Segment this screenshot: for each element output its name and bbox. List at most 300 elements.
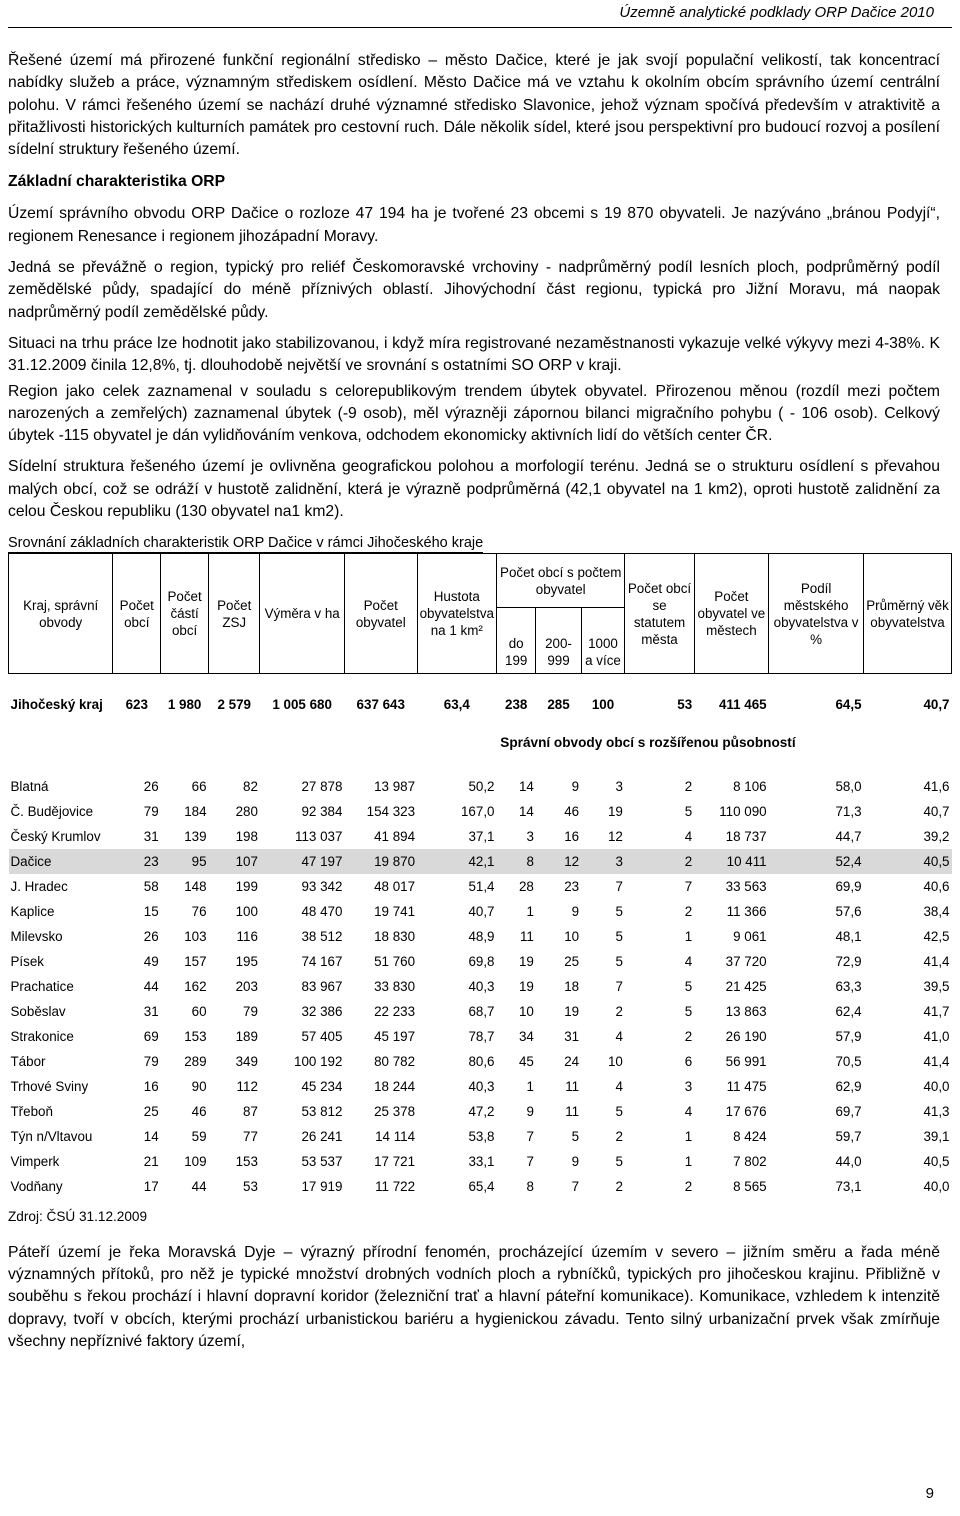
table-cell: 195 — [235, 953, 258, 969]
table-cell: 1 — [684, 1153, 693, 1169]
table-cell: 42,5 — [923, 928, 950, 944]
table-cell: 3 — [581, 849, 625, 874]
table-cell: 26 — [143, 928, 159, 944]
table-cell: 26 190 — [725, 1028, 767, 1044]
region-cell: 637 643 — [356, 696, 405, 712]
table-cell: 10 — [607, 1053, 623, 1069]
table-cell: 73,1 — [835, 1178, 862, 1194]
table-cell: 39,1 — [923, 1128, 950, 1144]
table-cell: 8 — [526, 1178, 534, 1194]
header-rule — [8, 27, 952, 28]
table-cell: 68,7 — [468, 1003, 495, 1019]
table-cell: 1 — [684, 928, 693, 944]
region-name: Jihočeský kraj — [10, 696, 103, 712]
table-cell: 11 — [565, 1103, 580, 1119]
table-cell: 31 — [143, 1003, 159, 1019]
table-cell: 8 424 — [733, 1128, 767, 1144]
col-size-large: 1000 a více — [581, 608, 625, 674]
district-name: Milevsko — [10, 928, 63, 944]
table-cell: 14 — [143, 1128, 159, 1144]
district-name: Prachatice — [10, 978, 74, 994]
table-cell: 51 760 — [374, 953, 416, 969]
table-cell: 7 — [526, 1128, 534, 1144]
table-cell: 2 — [684, 778, 693, 794]
table-cell: 153 — [235, 1153, 258, 1169]
table-row — [9, 1074, 952, 1099]
table-cell: 110 090 — [719, 803, 767, 819]
col-avg-age: Průměrný věk obyvatelstva — [864, 554, 952, 674]
table-cell: 19 — [518, 978, 534, 994]
table-cell: 57,9 — [835, 1028, 862, 1044]
table-cell: 45 197 — [374, 1028, 416, 1044]
table-cell: 18 830 — [374, 928, 416, 944]
region-cell: 2 579 — [217, 696, 251, 712]
table-cell: 14 — [518, 778, 534, 794]
district-name: Blatná — [10, 778, 49, 794]
table-cell: 40,6 — [923, 878, 950, 894]
table-cell: 70,5 — [835, 1053, 862, 1069]
col-urban-share: Podíl městského obyvatelstva v % — [769, 554, 864, 674]
table-cell: 100 — [235, 903, 258, 919]
table-cell: 53 812 — [301, 1103, 343, 1119]
table-cell: 13 987 — [374, 778, 416, 794]
table-cell: 63,3 — [835, 978, 862, 994]
table-cell: 92 384 — [301, 803, 343, 819]
table-cell: 50,2 — [468, 778, 495, 794]
table-cell: 52,4 — [769, 849, 864, 874]
table-cell: 8 565 — [733, 1178, 767, 1194]
col-area: Výměra v ha — [260, 554, 345, 674]
table-cell: 25 — [564, 953, 580, 969]
paragraph-settlement: Sídelní struktura řešeného území je ovlivněna geografickou polohou a morfologií terénu. Jedná se o strukturu osídlení s převahou malých obcí, což se odráží v hustotě zalidnění, která je výrazně podprůměrná (42,1 obyvatel na 1 km2), oproti hustotě zalidnění za celou Českou republiku (130 obyvatel na1 km2). — [8, 458, 940, 521]
region-cell: 40,7 — [923, 696, 950, 712]
table-row — [9, 774, 952, 799]
col-parts: Počet částí obcí — [161, 554, 209, 674]
table-cell: 37,1 — [468, 828, 495, 844]
table-cell: 11 475 — [726, 1078, 767, 1094]
paragraph-relief: Jedná se převážně o region, typický pro reliéf Českomoravské vrchoviny - nadprůměrný podíl lesních ploch, podprůměrný podíl zemědělské půdy, spadající do méně příznivých oblastí. Jihovýchodní část regionu, typická pro Jižní Moravu, má naopak nadprůměrný podíl zemědělské půdy. — [8, 259, 940, 321]
table-cell: 77 — [243, 1128, 258, 1144]
table-cell: 1 — [526, 903, 534, 919]
table-cell: 57 405 — [301, 1028, 343, 1044]
table-cell: 90 — [191, 1078, 207, 1094]
table-cell: 7 — [684, 878, 693, 894]
table-cell: 2 — [684, 1178, 693, 1194]
table-cell: 113 037 — [295, 828, 343, 844]
table-cell: 48,9 — [468, 928, 495, 944]
col-towns: Počet obcí se statutem města — [625, 554, 694, 674]
table-cell: 4 — [615, 1028, 623, 1044]
table-cell: 80 782 — [374, 1053, 416, 1069]
table-cell: 153 — [184, 1028, 207, 1044]
table-cell: 4 — [684, 828, 693, 844]
table-cell: 22 233 — [374, 1003, 416, 1019]
table-cell: 40,0 — [923, 1178, 950, 1194]
table-cell: 14 — [518, 803, 534, 819]
table-row — [9, 1099, 952, 1124]
table-cell: 59 — [191, 1128, 207, 1144]
table-cell: 40,3 — [468, 1078, 495, 1094]
table-subheading: Správní obvody obcí s rozšířenou působností — [500, 734, 796, 750]
col-size-small: do 199 — [497, 608, 536, 674]
table-cell: 59,7 — [835, 1128, 862, 1144]
region-cell: 64,5 — [835, 696, 862, 712]
table-cell: 116 — [236, 928, 258, 944]
district-name: Vimperk — [10, 1153, 60, 1169]
col-urban-pop: Počet obyvatel ve městech — [694, 554, 768, 674]
table-cell: 9 — [526, 1103, 534, 1119]
running-header: Územně analytické podklady ORP Dačice 2010 — [619, 4, 934, 21]
table-cell: 2 — [684, 903, 693, 919]
district-name: Český Krumlov — [10, 828, 101, 844]
table-cell: 95 — [161, 849, 209, 874]
table-cell: 46 — [564, 803, 580, 819]
table-row — [9, 824, 952, 849]
table-cell: 18 737 — [725, 828, 767, 844]
table-cell: 66 — [191, 778, 207, 794]
table-cell: 5 — [615, 1153, 623, 1169]
paragraph-population: Region jako celek zaznamenal v souladu s celorepublikovým trendem úbytek obyvatel. Přirozenou měnou (rozdíl mezi počtem narozených a zemřelých) zaznamenal úbytek (-9 osob), měl výrazněji zápornou bilanci migračního pohybu ( - 106 osob). Celkový úbytek -115 obyvatel je dán vylidňováním venkova, odchodem ekonomicky aktivních lidí do větších center ČR. — [8, 382, 940, 445]
table-cell: 5 — [684, 978, 693, 994]
table-cell: 49 — [143, 953, 159, 969]
table-cell: 40,5 — [923, 1153, 950, 1169]
col-density: Hustota obyvatelstva na 1 km² — [417, 554, 496, 674]
table-cell: 6 — [684, 1053, 693, 1069]
table-row — [9, 924, 952, 949]
region-cell: 238 — [505, 696, 528, 712]
table-cell: 11 722 — [375, 1178, 416, 1194]
table-cell: 4 — [615, 1078, 623, 1094]
table-cell: 289 — [184, 1053, 207, 1069]
table-cell: 15 — [143, 903, 159, 919]
table-cell: 57,6 — [835, 903, 862, 919]
table-cell: 19 741 — [374, 903, 416, 919]
table-cell: 72,9 — [835, 953, 862, 969]
table-cell: 1 — [526, 1078, 534, 1094]
col-size-group: Počet obcí s počtem obyvatel — [497, 554, 625, 608]
district-name: Vodňany — [10, 1178, 63, 1194]
table-cell: 17 721 — [374, 1153, 416, 1169]
table-cell: 7 — [571, 1178, 580, 1194]
table-caption: Srovnání základních charakteristik ORP Dačice v rámci Jihočeského kraje — [8, 535, 484, 552]
table-cell: 3 — [684, 1078, 693, 1094]
table-cell: 12 — [536, 849, 581, 874]
table-cell: 12 — [607, 828, 623, 844]
table-cell: 19 — [607, 803, 623, 819]
table-cell: 2 — [625, 849, 694, 874]
table-cell: 17 — [143, 1178, 159, 1194]
table-cell: 4 — [684, 953, 693, 969]
table-cell: 48 017 — [374, 878, 416, 894]
table-cell: 19 870 — [344, 849, 417, 874]
table-cell: 45 234 — [301, 1078, 343, 1094]
table-cell: 62,4 — [835, 1003, 862, 1019]
table-cell: 37 720 — [725, 953, 767, 969]
table-cell: 11 — [519, 928, 534, 944]
table-row — [9, 999, 952, 1024]
table-cell: 19 — [518, 953, 534, 969]
table-cell: 14 114 — [375, 1128, 416, 1144]
table-cell: 78,7 — [468, 1028, 495, 1044]
table-cell: 44,0 — [835, 1153, 862, 1169]
table-cell: 2 — [615, 1128, 623, 1144]
table-cell: 51,4 — [468, 878, 495, 894]
table-cell: 31 — [143, 828, 159, 844]
table-cell: 62,9 — [835, 1078, 862, 1094]
district-name: Písek — [10, 953, 44, 969]
table-cell: 17 919 — [301, 1178, 343, 1194]
table-cell: 3 — [615, 778, 623, 794]
table-cell: 280 — [235, 803, 258, 819]
table-cell: 69 — [143, 1028, 159, 1044]
table-cell: 44 — [191, 1178, 207, 1194]
table-cell: 107 — [209, 849, 260, 874]
table-cell: 10 — [564, 928, 580, 944]
table-row — [9, 874, 952, 899]
table-cell: 3 — [526, 828, 534, 844]
region-cell: 623 — [125, 696, 148, 712]
table-cell: 53 — [243, 1178, 258, 1194]
col-municipalities: Počet obcí — [113, 554, 161, 674]
page-body — [8, 50, 950, 1362]
table-cell: 5 — [615, 928, 623, 944]
table-cell: 203 — [235, 978, 258, 994]
table-cell: 41,3 — [923, 1103, 950, 1119]
district-name: Trhové Sviny — [10, 1078, 89, 1094]
table-cell: 162 — [184, 978, 207, 994]
table-cell: 79 — [143, 803, 159, 819]
table-cell: 65,4 — [468, 1178, 495, 1194]
region-cell: 100 — [591, 696, 615, 712]
table-cell: 39,5 — [923, 978, 950, 994]
table-row — [9, 899, 952, 924]
table-cell: 33 563 — [725, 878, 767, 894]
table-cell: 21 425 — [725, 978, 767, 994]
table-cell: 189 — [235, 1028, 258, 1044]
table-row — [9, 974, 952, 999]
table-cell: 17 676 — [725, 1103, 767, 1119]
table-cell: 5 — [684, 1003, 693, 1019]
table-cell: 109 — [184, 1153, 207, 1169]
table-cell: 40,7 — [923, 803, 950, 819]
table-cell: 38,4 — [923, 903, 950, 919]
table-cell: 154 323 — [366, 803, 416, 819]
intro-paragraph: Řešené území má přirozené funkční regionální středisko – město Dačice, které je jak svojí populační velikostí, tak koncentrací nabídky služeb a práce, významným střediskem osídlení. Město Dačice má ve vztahu k okolním obcím správního území centrální polohu. V rámci řešeného území se nachází druhé významné středisko Slavonice, jehož význam spočívá především v atraktivitě a přitažlivosti historických kulturních památek pro cestovní ruch. Dále několik sídel, které jsou perspektivní pro budoucí rozvoj a posílení sídelní struktury řešeného území. — [8, 52, 940, 159]
table-cell: 87 — [243, 1103, 258, 1119]
table-cell: 19 — [564, 1003, 580, 1019]
table-cell: 18 — [564, 978, 580, 994]
table-cell: 53,8 — [468, 1128, 495, 1144]
table-cell: 198 — [235, 828, 258, 844]
table-cell: 7 — [615, 978, 623, 994]
section-heading: Základní charakteristika ORP — [8, 173, 226, 191]
page-number: 9 — [925, 1485, 934, 1502]
table-cell: 47,2 — [468, 1103, 495, 1119]
table-cell: 157 — [184, 953, 207, 969]
district-name: Soběslav — [10, 1003, 66, 1019]
table-cell: 40,5 — [864, 849, 952, 874]
table-cell: 56 991 — [725, 1053, 767, 1069]
table-cell: 25 — [143, 1103, 159, 1119]
district-name: Tábor — [10, 1053, 46, 1069]
table-cell: 7 802 — [733, 1153, 767, 1169]
table-cell: 71,3 — [835, 803, 862, 819]
table-cell: 11 — [565, 1078, 580, 1094]
table-cell: 8 106 — [733, 778, 767, 794]
stats-table — [8, 553, 952, 1199]
table-cell: 10 — [518, 1003, 534, 1019]
table-cell: 5 — [615, 953, 623, 969]
table-cell: 16 — [143, 1078, 159, 1094]
table-cell: 9 — [571, 778, 580, 794]
region-cell: 53 — [677, 696, 693, 712]
region-cell: 285 — [547, 696, 570, 712]
table-cell: 38 512 — [301, 928, 343, 944]
table-cell: 103 — [184, 928, 207, 944]
district-name: Týn n/Vltavou — [10, 1128, 93, 1144]
region-cell: 1 005 680 — [272, 696, 332, 712]
table-cell: 25 378 — [374, 1103, 416, 1119]
table-cell: 2 — [615, 1178, 623, 1194]
table-source: Zdroj: ČSÚ 31.12.2009 — [8, 1208, 148, 1224]
table-cell: 27 878 — [301, 778, 343, 794]
table-cell: 139 — [184, 828, 207, 844]
col-region: Kraj, správní obvody — [9, 554, 113, 674]
table-cell: 31 — [564, 1028, 580, 1044]
table-cell: 58 — [143, 878, 159, 894]
table-row — [9, 1174, 952, 1199]
table-cell: 41,4 — [923, 953, 950, 969]
table-row — [9, 1124, 952, 1149]
closing-paragraph: Páteří území je řeka Moravská Dyje – výrazný přírodní fenomén, procházející územím v severo – jižním směru a řada méně významných přítoků, pro něž je typické množství drobných vodních ploch a rybníčků, typických pro jihočeskou krajinu. Přibližně v souběhu s řekou prochází i hlavní dopravní koridor (železniční trať a hlavní páteřní komunikace). Komunikace, vzhledem k intenzitě dopravy, tvoří v obcích, kterými prochází urbanistickou bariéru a hygienickou závadu. Tento silný urbanizační prvek však zmírňuje všechny nepříznivé faktory území, — [8, 1243, 940, 1351]
table-cell: 5 — [615, 1103, 623, 1119]
col-size-mid: 200-999 — [536, 608, 581, 674]
table-cell: 41,7 — [923, 1003, 950, 1019]
table-cell: 58,0 — [835, 778, 862, 794]
table-cell: 76 — [191, 903, 207, 919]
region-cell: 63,4 — [443, 696, 470, 712]
table-cell: 112 — [236, 1078, 258, 1094]
table-cell: 26 241 — [301, 1128, 343, 1144]
table-cell: 83 967 — [301, 978, 343, 994]
district-name: Třeboň — [10, 1103, 53, 1119]
district-name: Kaplice — [10, 903, 55, 919]
table-cell: 34 — [518, 1028, 534, 1044]
table-cell: 8 — [497, 849, 536, 874]
table-cell: 349 — [235, 1053, 258, 1069]
table-cell: 9 061 — [733, 928, 767, 944]
region-cell: 411 465 — [718, 696, 767, 712]
table-cell: 40,7 — [468, 903, 495, 919]
table-cell: 24 — [564, 1053, 580, 1069]
table-cell: 46 — [191, 1103, 207, 1119]
table-cell: 5 — [571, 1128, 580, 1144]
district-name: Dačice — [9, 849, 113, 874]
table-cell: 80,6 — [468, 1053, 495, 1069]
table-cell: 48,1 — [835, 928, 862, 944]
table-row — [9, 949, 952, 974]
col-population: Počet obyvatel — [344, 554, 417, 674]
table-row — [9, 1024, 952, 1049]
table-cell: 199 — [235, 878, 258, 894]
table-cell: 100 192 — [294, 1053, 343, 1069]
district-name: Č. Budějovice — [10, 803, 94, 819]
table-cell: 47 197 — [260, 849, 345, 874]
table-cell: 40,3 — [468, 978, 495, 994]
table-cell: 39,2 — [923, 828, 950, 844]
table-cell: 11 366 — [726, 903, 767, 919]
table-cell: 9 — [571, 903, 580, 919]
table-cell: 48 470 — [301, 903, 343, 919]
table-cell: 44 — [143, 978, 159, 994]
table-cell: 32 386 — [301, 1003, 343, 1019]
table-cell: 1 — [684, 1128, 693, 1144]
table-cell: 79 — [143, 1053, 159, 1069]
table-cell: 41 894 — [374, 828, 416, 844]
table-cell: 5 — [615, 903, 623, 919]
district-name: J. Hradec — [10, 878, 68, 894]
table-cell: 9 — [571, 1153, 580, 1169]
table-cell: 33 830 — [374, 978, 416, 994]
table-cell: 41,0 — [923, 1028, 950, 1044]
table-cell: 21 — [143, 1153, 159, 1169]
table-cell: 33,1 — [468, 1153, 495, 1169]
table-cell: 184 — [184, 803, 207, 819]
table-cell: 7 — [615, 878, 623, 894]
table-cell: 69,9 — [835, 878, 862, 894]
table-cell: 23 — [564, 878, 580, 894]
table-cell: 2 — [684, 1028, 693, 1044]
table-cell: 16 — [564, 828, 580, 844]
table-cell: 44,7 — [835, 828, 862, 844]
table-row — [9, 1049, 952, 1074]
table-cell: 41,6 — [923, 778, 950, 794]
table-cell: 53 537 — [301, 1153, 343, 1169]
table-cell: 148 — [184, 878, 207, 894]
table-cell: 5 — [684, 803, 693, 819]
table-cell: 45 — [518, 1053, 534, 1069]
table-cell: 60 — [191, 1003, 207, 1019]
table-row — [9, 1149, 952, 1174]
table-cell: 40,0 — [923, 1078, 950, 1094]
table-cell: 23 — [113, 849, 161, 874]
table-cell: 42,1 — [417, 849, 496, 874]
table-cell: 167,0 — [460, 803, 495, 819]
table-cell: 82 — [243, 778, 258, 794]
table-cell: 69,7 — [835, 1103, 862, 1119]
table-cell: 7 — [526, 1153, 534, 1169]
table-cell: 18 244 — [374, 1078, 416, 1094]
table-row — [9, 849, 952, 874]
table-cell: 69,8 — [468, 953, 495, 969]
table-cell: 2 — [615, 1003, 623, 1019]
table-cell: 79 — [243, 1003, 258, 1019]
col-zsj: Počet ZSJ — [209, 554, 260, 674]
table-cell: 10 411 — [694, 849, 768, 874]
district-name: Strakonice — [10, 1028, 74, 1044]
region-row — [9, 674, 952, 734]
table-cell: 74 167 — [301, 953, 343, 969]
table-cell: 26 — [143, 778, 159, 794]
paragraph-labour: Situaci na trhu práce lze hodnotit jako stabilizovanou, i když míra registrované nezaměstnanosti vykazuje velké výkyvy mezi 4-38%. K 31.12.2009 činila 12,8%, tj. dlouhodobě největší ve srovnání s ostatními SO ORP v kraji. — [8, 334, 940, 375]
table-cell: 93 342 — [301, 878, 343, 894]
table-cell: 41,4 — [923, 1053, 950, 1069]
paragraph-area: Území správního obvodu ORP Dačice o rozloze 47 194 ha je tvořené 23 obcemi s 19 870 obyvateli. Je nazýváno „bránou Podyjí“, regionem Renesance i regionem jihozápadní Moravy. — [8, 205, 940, 245]
region-cell: 1 980 — [167, 696, 202, 712]
table-cell: 13 863 — [725, 1003, 767, 1019]
table-cell: 4 — [684, 1103, 693, 1119]
table-cell: 28 — [518, 878, 534, 894]
